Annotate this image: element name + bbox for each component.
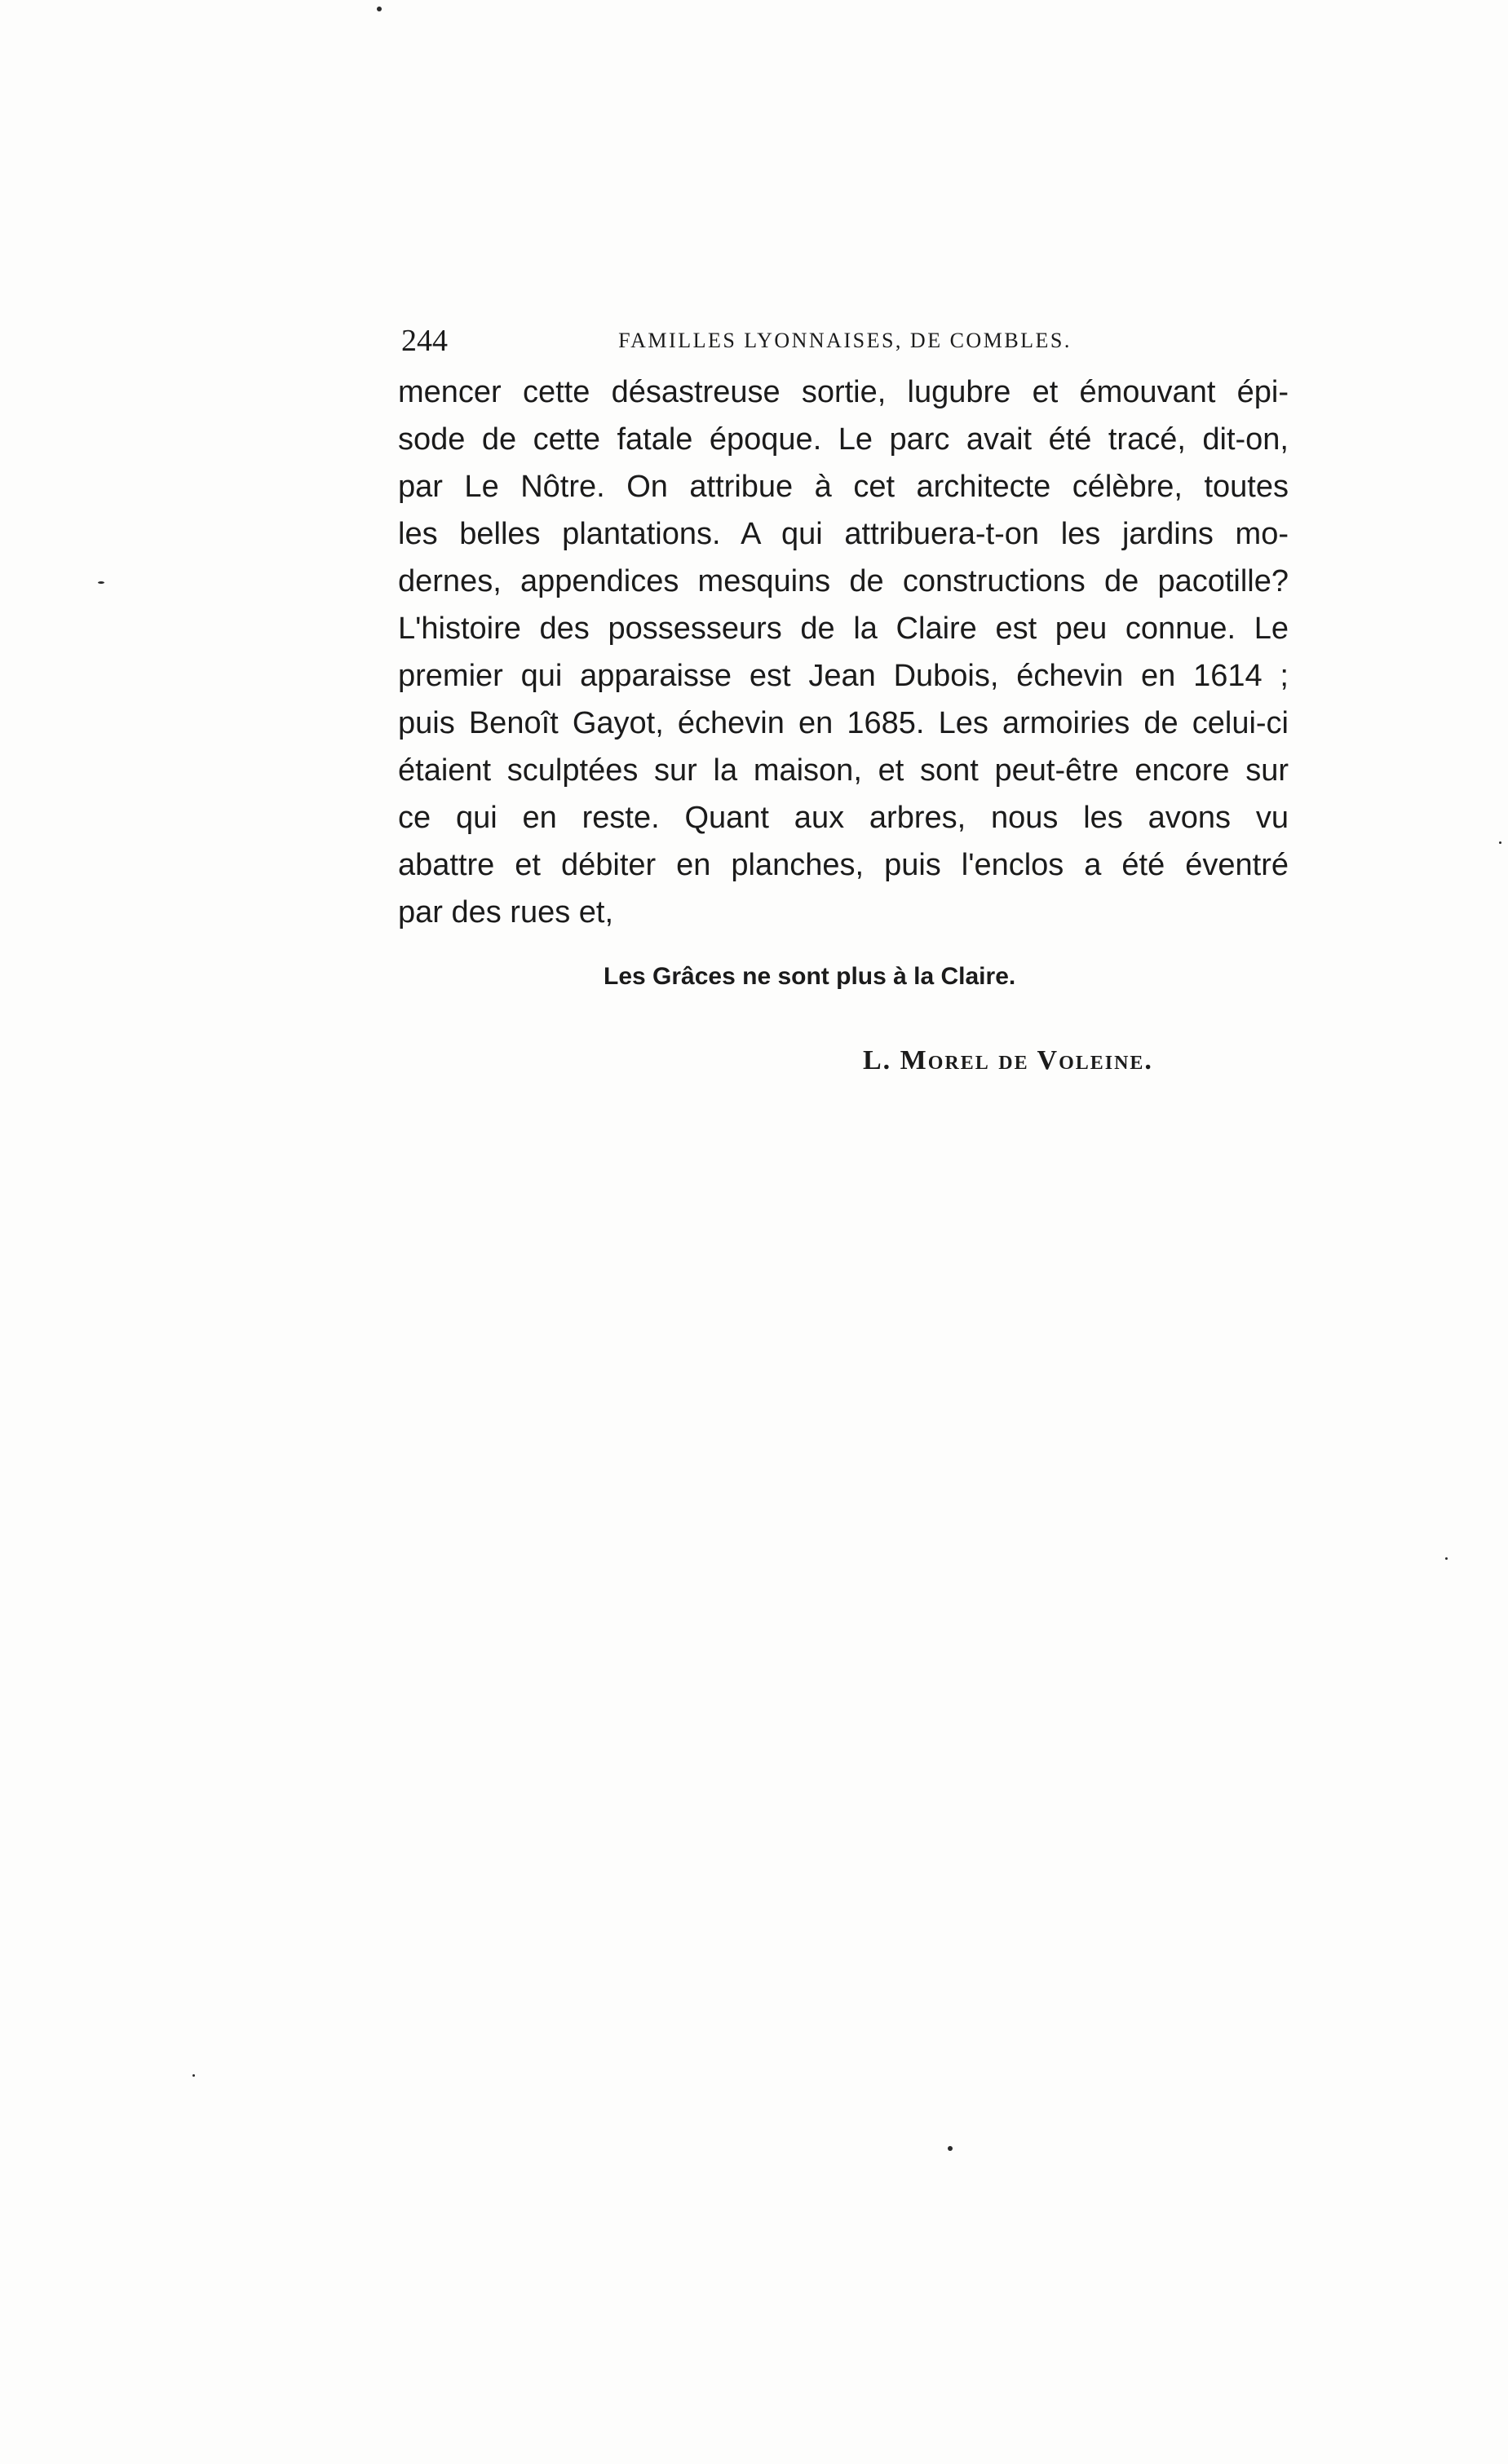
text-line: puis Benoît Gayot, échevin en 1685. Les armoiries de celui-ci [398,706,1289,740]
text-line: abattre et débiter en planches, puis l'enclos a été éventré [398,848,1289,882]
scan-speck [192,2074,195,2077]
text-line: étaient sculptées sur la maison, et sont peut-être encore sur [398,753,1289,788]
text-line: mencer cette désastreuse sortie, lugubre et émouvant épi- [398,375,1289,409]
text-line: par Le Nôtre. On attribue à cet architecte célèbre, toutes [398,470,1289,504]
text-line: les belles plantations. A qui attribuera-t-on les jardins mo- [398,517,1289,551]
running-title: FAMILLES LYONNAISES, DE COMBLES. [618,329,1072,352]
text-line: sode de cette fatale époque. Le parc avait été tracé, dit-on, [398,422,1289,457]
scan-speck [377,7,382,11]
scan-speck [948,2146,953,2151]
scan-speck [1445,1557,1448,1560]
text-line: premier qui apparaisse est Jean Dubois, échevin en 1614 ; [398,659,1289,693]
running-head [401,320,1289,362]
page-number: 244 [401,324,448,358]
quotation: Les Grâces ne sont plus à la Claire. [604,963,1016,990]
scan-speck [98,581,104,584]
text-line: dernes, appendices mesquins de constructions de pacotille? [398,564,1289,598]
author-signature: L. Morel de Voleine. [863,1045,1153,1075]
text-line: ce qui en reste. Quant aux arbres, nous les avons vu [398,801,1289,835]
body-paragraph [398,369,1289,936]
text-line: par des rues et, [398,895,614,930]
scan-speck [1499,841,1501,844]
text-line: L'histoire des possesseurs de la Claire est peu connue. Le [398,612,1289,646]
